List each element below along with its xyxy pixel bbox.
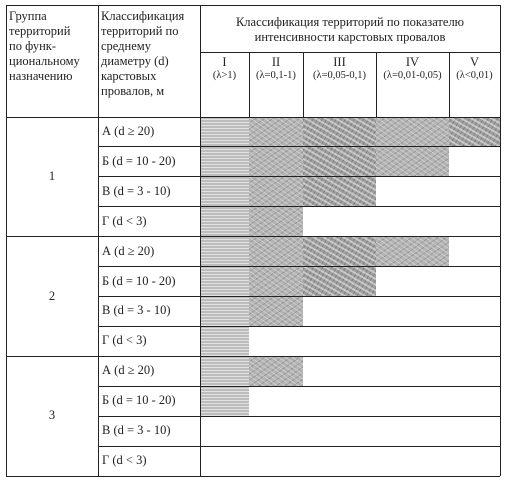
shaded-cell	[249, 207, 303, 237]
shaded-cell	[249, 147, 303, 177]
diameter-column-header-line: карстовых	[101, 69, 157, 83]
group-divider	[6, 356, 500, 357]
table-top-border	[6, 5, 500, 6]
row-divider	[98, 386, 500, 387]
group-column-header-line: Группа	[9, 9, 47, 23]
row-divider	[98, 446, 500, 447]
table-left-border	[6, 5, 7, 476]
column-divider	[98, 5, 99, 476]
intensity-class-range: (λ<0,01)	[456, 70, 493, 81]
row-divider	[98, 326, 500, 327]
diameter-class-label: Б (d = 10 - 20)	[102, 153, 176, 168]
row-divider	[98, 296, 500, 297]
diameter-class-label: В (d = 3 - 10)	[102, 183, 171, 198]
diameter-class-label: А (d ≥ 20)	[102, 363, 155, 378]
shaded-cell	[249, 177, 303, 207]
row-divider	[98, 416, 500, 417]
shaded-cell	[249, 267, 303, 297]
shaded-cell	[376, 237, 449, 267]
row-divider	[98, 176, 500, 177]
group-divider	[6, 236, 500, 237]
row-divider	[98, 146, 500, 147]
group-column-header-line: назначению	[9, 69, 73, 83]
intensity-header-line: Классификация территорий по показателю	[235, 15, 465, 29]
diameter-class-label: А (d ≥ 20)	[102, 123, 155, 138]
diameter-column-header	[101, 9, 199, 99]
diameter-column-header-line: территорий по	[101, 24, 179, 38]
diameter-column-header-line: Классификация	[101, 9, 185, 23]
shaded-cell	[200, 297, 249, 327]
intensity-header-line: интенсивности карстовых провалов	[254, 30, 446, 44]
shaded-cell	[449, 117, 500, 147]
shaded-cell	[249, 297, 303, 327]
diameter-class-label: Б (d = 10 - 20)	[102, 393, 176, 408]
shaded-cell	[249, 117, 303, 147]
intensity-class-header	[249, 55, 303, 81]
intensity-class-header	[303, 55, 376, 81]
diameter-column-header-line: провалов, м	[101, 84, 165, 98]
row-divider	[98, 266, 500, 267]
intensity-class-range: (λ=0,05-0,1)	[312, 70, 366, 81]
table-bottom-border	[6, 476, 500, 477]
intensity-class-range: (λ=0,1-1)	[256, 70, 296, 81]
diameter-column-header-line: среднему	[101, 39, 151, 53]
intensity-class-range: (λ>1)	[212, 70, 237, 81]
intensity-class-roman: II	[271, 55, 281, 69]
intensity-header	[200, 15, 500, 45]
group-column-header	[9, 9, 97, 84]
group-column-header-line: циональному	[9, 54, 80, 68]
intensity-class-roman: I	[222, 55, 227, 69]
intensity-class-header	[376, 55, 449, 81]
shaded-cell	[200, 356, 249, 386]
group-label: 2	[48, 288, 56, 303]
diameter-class-label: Б (d = 10 - 20)	[102, 273, 176, 288]
row-divider	[98, 206, 500, 207]
shaded-cell	[303, 237, 376, 267]
shaded-cell	[303, 147, 376, 177]
shaded-cell	[303, 117, 376, 147]
shaded-cell	[303, 267, 376, 297]
shaded-cell	[200, 386, 249, 416]
diameter-class-label: В (d = 3 - 10)	[102, 303, 171, 318]
shaded-cell	[200, 326, 249, 356]
intensity-class-header	[449, 55, 500, 81]
diameter-class-label: Г (d < 3)	[102, 453, 147, 468]
shaded-cell	[200, 177, 249, 207]
intensity-class-roman: IV	[405, 55, 420, 69]
diameter-class-label: В (d = 3 - 10)	[102, 423, 171, 438]
group-column-header-line: территорий	[9, 24, 71, 38]
header-bottom-border	[6, 117, 500, 118]
shaded-cell	[376, 117, 449, 147]
intensity-class-header	[200, 55, 249, 81]
diameter-class-label: Г (d < 3)	[102, 333, 147, 348]
shaded-cell	[200, 237, 249, 267]
shaded-cell	[200, 117, 249, 147]
diameter-column-header-line: диаметру (d)	[101, 54, 169, 68]
shaded-cell	[249, 237, 303, 267]
group-label: 1	[48, 168, 56, 183]
intensity-class-range: (λ=0,01-0,05)	[383, 70, 442, 81]
group-column-header-line: по функ-	[9, 39, 57, 53]
intensity-class-roman: V	[469, 55, 480, 69]
header-divider	[200, 52, 500, 53]
intensity-class-roman: III	[333, 55, 346, 69]
shaded-cell	[303, 177, 376, 207]
shaded-cell	[200, 267, 249, 297]
shaded-cell	[200, 207, 249, 237]
shaded-cell	[200, 147, 249, 177]
diameter-class-label: Г (d < 3)	[102, 213, 147, 228]
diameter-class-label: А (d ≥ 20)	[102, 243, 155, 258]
shaded-cell	[376, 147, 449, 177]
group-label: 3	[48, 408, 56, 423]
shaded-cell	[249, 356, 303, 386]
